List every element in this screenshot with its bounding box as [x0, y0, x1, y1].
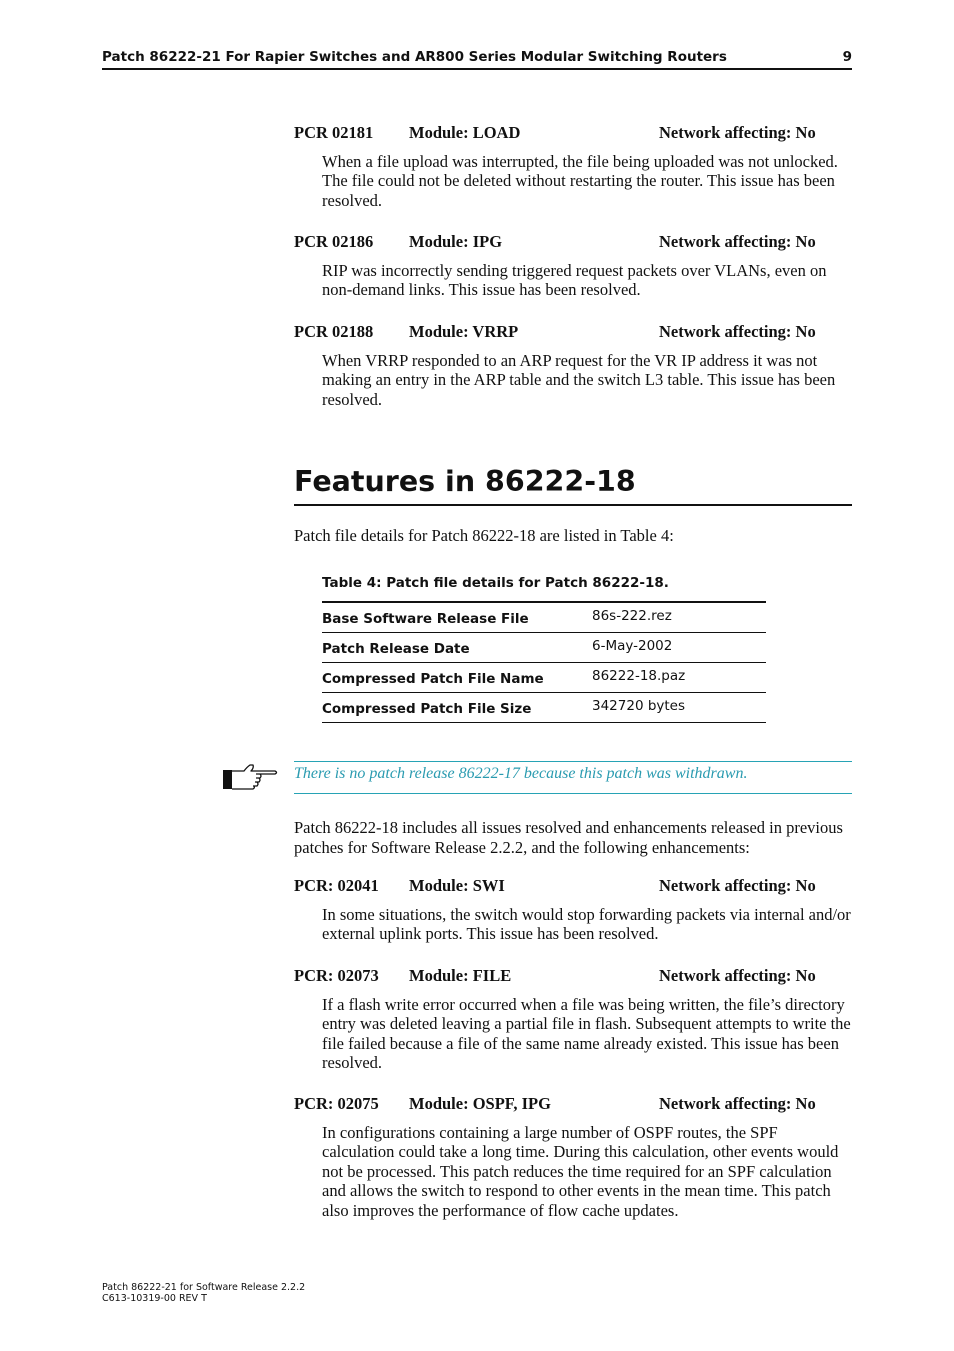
- pcr-number: PCR: 02041: [294, 876, 379, 895]
- pcr-network-affecting: Network affecting: No: [659, 876, 816, 895]
- table-row: [322, 633, 766, 663]
- note-text: There is no patch release 86222-17 because this patch was withdrawn.: [294, 765, 748, 782]
- table-value: 86222-18.paz: [592, 663, 766, 693]
- pcr-module: Module: OSPF, IPG: [409, 1094, 551, 1113]
- page-header: [102, 48, 852, 70]
- pcr-number: PCR 02186: [294, 232, 374, 251]
- pcr-heading: [294, 1094, 854, 1116]
- pcr-network-affecting: Network affecting: No: [659, 1094, 816, 1113]
- pcr-number: PCR: 02073: [294, 966, 379, 985]
- footer-line: Patch 86222-21 for Software Release 2.2.2: [102, 1282, 306, 1293]
- pcr-heading: [294, 322, 854, 344]
- pcr-module: Module: LOAD: [409, 123, 521, 142]
- pcr-description: In some situations, the switch would stop forwarding packets via internal and/or external uplink ports. This issue has been resolved.: [322, 905, 851, 944]
- pcr-description: In configurations containing a large number of OSPF routes, the SPF calculation could take a long time. During this calculation, other events would not be processed. This patch reduces the time required for an SPF calculation and allows the switch to respond to other events in the mean time. This patch also improves the performance of flow cache updates.: [322, 1123, 839, 1220]
- table-value: 6-May-2002: [592, 633, 766, 663]
- table-row: [322, 602, 766, 633]
- pcr-description: RIP was incorrectly sending triggered request packets over VLANs, even on non-demand links. This issue has been resolved.: [322, 261, 827, 300]
- footer-line: C613-10319-00 REV T: [102, 1293, 207, 1304]
- pcr-number: PCR 02188: [294, 322, 374, 341]
- pcr-module: Module: FILE: [409, 966, 512, 985]
- table-row: [322, 663, 766, 693]
- table-row: [322, 693, 766, 723]
- table-value: 342720 bytes: [592, 693, 766, 723]
- page-footer: [102, 1282, 305, 1304]
- header-title: Patch 86222-21 For Rapier Switches and AR800 Series Modular Switching Routers: [102, 49, 727, 65]
- pcr-module: Module: IPG: [409, 232, 503, 251]
- pcr-network-affecting: Network affecting: No: [659, 123, 816, 142]
- pcr-description: When a file upload was interrupted, the file being uploaded was not unlocked. The file could not be deleted without restarting the router. This issue has been resolved.: [322, 152, 838, 210]
- table-key: Compressed Patch File Name: [322, 663, 592, 693]
- pcr-network-affecting: Network affecting: No: [659, 232, 816, 251]
- note-box: [294, 761, 852, 794]
- table-key: Patch Release Date: [322, 633, 592, 663]
- pcr-heading: [294, 966, 854, 988]
- table-key: Compressed Patch File Size: [322, 693, 592, 723]
- pcr-module: Module: SWI: [409, 876, 505, 895]
- pcr-network-affecting: Network affecting: No: [659, 966, 816, 985]
- pcr-number: PCR 02181: [294, 123, 374, 142]
- pcr-description: When VRRP responded to an ARP request for the VR IP address it was not making an entry in the ARP table and the switch L3 table. This issue has been resolved.: [322, 351, 836, 409]
- table-caption: Table 4: Patch file details for Patch 86222-18.: [322, 575, 669, 591]
- table-key: Base Software Release File: [322, 602, 592, 633]
- pcr-description: If a flash write error occurred when a file was being written, the file’s directory entry was deleted leaving a partial file in flash. Subsequent attempts to write the file failed because a file of the same name already existed. This issue has been resolved.: [322, 995, 851, 1073]
- pcr-network-affecting: Network affecting: No: [659, 322, 816, 341]
- pcr-heading: [294, 876, 854, 898]
- page-number: 9: [842, 49, 852, 65]
- pointing-hand-icon: [220, 762, 280, 792]
- section-title: Features in 86222-18: [294, 462, 852, 506]
- pcr-module: Module: VRRP: [409, 322, 519, 341]
- pcr-number: PCR: 02075: [294, 1094, 379, 1113]
- patch-details-table: [322, 601, 766, 723]
- pcr-heading: [294, 123, 854, 145]
- pcr-heading: [294, 232, 854, 254]
- features-intro: Patch file details for Patch 86222-18 are listed in Table 4:: [294, 526, 674, 545]
- features-summary: Patch 86222-18 includes all issues resolved and enhancements released in previous patches for Software Release 2.2.2, and the following enhancements:: [294, 818, 843, 857]
- table-value: 86s-222.rez: [592, 602, 766, 633]
